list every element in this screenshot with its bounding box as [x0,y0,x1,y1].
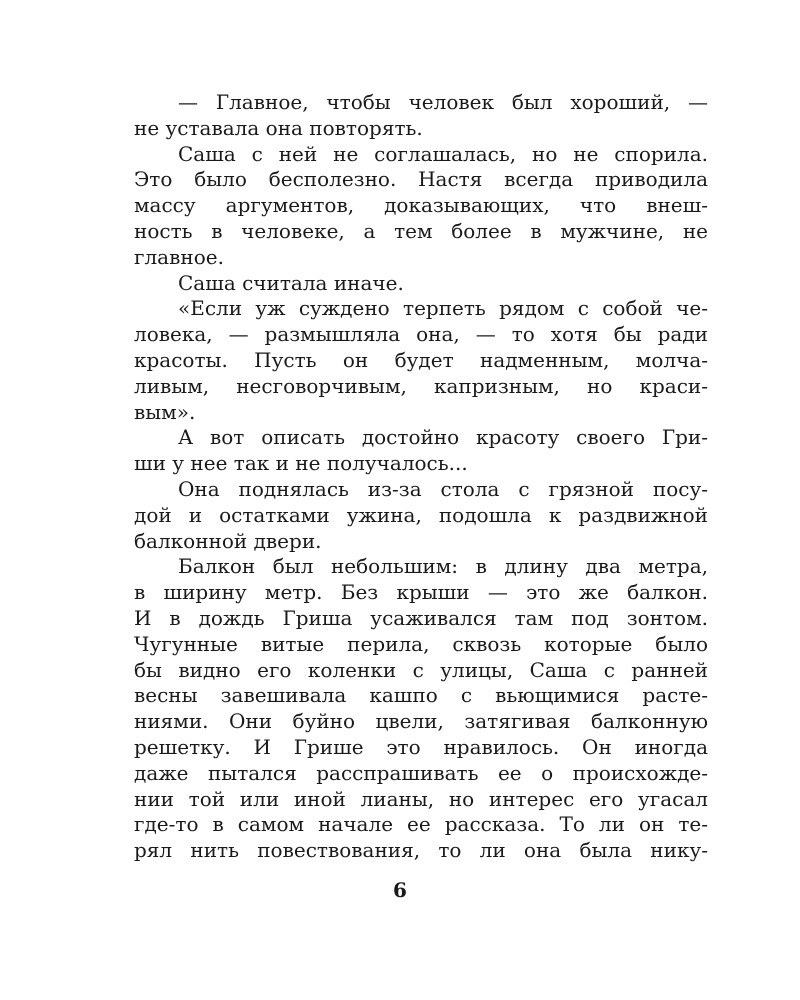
page-number: 6 [393,878,407,902]
text-line: — Главное, чтобы человек был хороший, — [178,90,708,114]
text-line: «Если уж суждено терпеть рядом с собой че- [178,296,708,321]
text-line: нии той или иной лианы, но интерес его угасал [134,786,708,811]
paragraph [134,477,708,554]
text-line: где-то в самом начале ее рассказа. То ли он те- [134,812,708,837]
text-line: дой и остатками ужина, подошла к раздвижной [134,502,708,527]
text-line: ность в человеке, а тем более в мужчине, не [134,218,708,243]
text-line: Чугунные витые перила, сквозь которые было [134,631,708,656]
text-line: главное. [134,244,224,269]
text-line: ливым, несговорчивым, капризным, но краси- [134,373,708,398]
text-line: рял нить повествования, то ли она была нику- [134,838,708,863]
paragraph [134,271,708,297]
text-line: И в дождь Гриша усаживался там под зонтом. [134,605,708,630]
text-line: красоты. Пусть он будет надменным, молча- [134,347,708,372]
paragraph [134,554,708,864]
text-line: Саша с ней не соглашалась, но не спорила. [178,141,708,166]
text-line: А вот описать достойно красоту своего Гри- [178,425,708,450]
text-line: вым». [134,399,196,424]
text-line: балконной двери. [134,528,322,553]
text-line: Она поднялась из-за стола с грязной посу- [178,476,708,501]
text-line: массу аргументов, доказывающих, что внеш- [134,193,708,218]
paragraph [134,425,708,477]
text-line: даже пытался расспрашивать ее о происхожде- [134,760,708,785]
page-body [134,90,708,864]
text-line: ловека, — размышляла она, — то хотя бы ради [134,322,708,347]
text-line: не уставала она повторять. [134,115,423,140]
text-line: Балкон был небольшим: в длину два метра, [178,554,708,579]
text-line: ниями. Они буйно цвели, затягивая балконную [134,709,708,734]
text-line: Это было бесполезно. Настя всегда приводила [134,167,708,192]
text-line: ши у нее так и не получалось... [134,451,468,476]
paragraph [134,90,708,142]
text-line: решетку. И Грише это нравилось. Он иногда [134,734,708,759]
paragraph [134,142,708,271]
text-line: Саша считала иначе. [178,270,404,295]
text-line: бы видно его коленки с улицы, Саша с ранней [134,657,708,682]
text-line: весны завешивала кашпо с вьющимися расте- [134,683,708,708]
text-line: в ширину метр. Без крыши — это же балкон. [134,580,708,605]
paragraph [134,296,708,425]
